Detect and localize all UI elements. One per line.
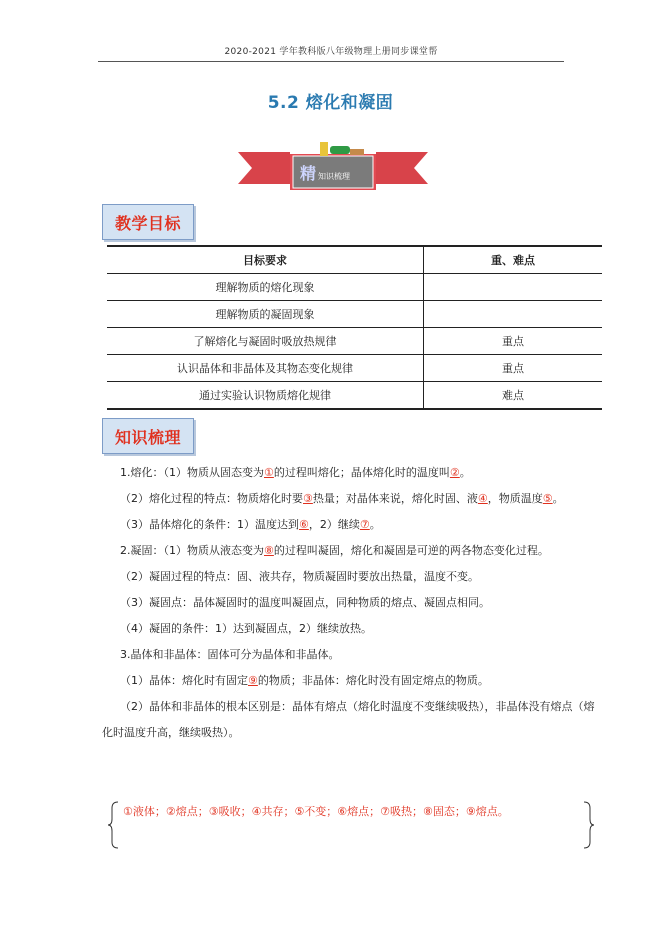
table-cell: 了解熔化与凝固时吸放热规律 bbox=[107, 328, 424, 355]
table-cell: 认识晶体和非晶体及其物态变化规律 bbox=[107, 355, 424, 382]
table-cell: 重点 bbox=[424, 328, 603, 355]
paragraph-solidification-conditions: （4）凝固的条件：1）达到凝固点，2）继续放热。 bbox=[120, 622, 372, 635]
table-cell: 重点 bbox=[424, 355, 603, 382]
table-cell bbox=[424, 301, 603, 328]
text-span: 。 bbox=[369, 518, 381, 531]
text-span: 1.熔化：（1）物质从固态变为 bbox=[120, 466, 264, 479]
text-span: ，物质温度 bbox=[487, 492, 543, 505]
paragraph-solidification bbox=[102, 538, 597, 564]
paragraph-crystal-definition bbox=[102, 668, 597, 694]
blank-marker: ② bbox=[449, 466, 460, 479]
banner-char: 精 bbox=[300, 164, 317, 183]
text-span: （2）熔化过程的特点：物质熔化时要 bbox=[120, 492, 303, 505]
table-row bbox=[107, 355, 602, 382]
table-header-cell: 目标要求 bbox=[107, 246, 424, 274]
text-span: （1）晶体：熔化时有固定 bbox=[120, 674, 248, 687]
knowledge-banner bbox=[238, 140, 428, 196]
table-header-row bbox=[107, 246, 602, 274]
section-heading-knowledge: 知识梳理 bbox=[102, 418, 194, 454]
blank-marker: ⑨ bbox=[248, 674, 258, 687]
blank-marker: ⑧ bbox=[264, 544, 274, 557]
banner-label: 知识梳理 bbox=[318, 172, 350, 181]
paragraph-crystal-heading: 3.晶体和非晶体：固体可分为晶体和非晶体。 bbox=[120, 648, 340, 661]
paragraph-solidification-process: （2）凝固过程的特点：固、液共存，物质凝固时要放出热量，温度不变。 bbox=[120, 570, 479, 583]
table-cell: 通过实验认识物质熔化规律 bbox=[107, 382, 424, 410]
text-span: （3）晶体熔化的条件：1）温度达到 bbox=[120, 518, 299, 531]
text-span: ，2）继续 bbox=[308, 518, 360, 531]
table-row bbox=[107, 328, 602, 355]
blank-marker: ⑤ bbox=[542, 492, 553, 505]
table-row bbox=[107, 301, 602, 328]
header-divider bbox=[98, 61, 564, 62]
blank-marker: ⑥ bbox=[299, 518, 309, 531]
table-header-cell: 重、难点 bbox=[424, 246, 603, 274]
table-cell: 理解物质的熔化现象 bbox=[107, 274, 424, 301]
text-span: 热量；对晶体来说，熔化时固、液 bbox=[312, 492, 478, 505]
section-heading-goals: 教学目标 bbox=[102, 204, 194, 240]
goals-table bbox=[107, 245, 602, 410]
paragraph-melting bbox=[102, 460, 597, 486]
text-span: 。 bbox=[459, 466, 471, 479]
text-span: 的物质；非晶体：熔化时没有固定熔点的物质。 bbox=[257, 674, 489, 687]
table-row bbox=[107, 382, 602, 410]
blank-marker: ① bbox=[264, 466, 274, 479]
text-span: 的过程叫熔化；晶体熔化时的温度叫 bbox=[273, 466, 450, 479]
answer-text: ①液体；②熔点；③吸收；④共存；⑤不变；⑥熔点；⑦吸热；⑧固态；⑨熔点。 bbox=[123, 805, 509, 818]
blank-marker: ④ bbox=[477, 492, 488, 505]
knowledge-content bbox=[102, 460, 597, 746]
text-span: 的过程叫凝固，熔化和凝固是可逆的两各物态变化过程。 bbox=[273, 544, 549, 557]
paragraph-crystal-difference: （2）晶体和非晶体的根本区别是：晶体有熔点（熔化时温度不变继续吸热），非晶体没有熔点（熔化时温度升高，继续吸热）。 bbox=[102, 700, 595, 739]
text-span: 。 bbox=[552, 492, 564, 505]
banner-ribbon-icon bbox=[238, 140, 428, 196]
blank-marker: ③ bbox=[303, 492, 313, 505]
blank-marker: ⑦ bbox=[359, 518, 370, 531]
text-span: 2.凝固：（1）物质从液态变为 bbox=[120, 544, 264, 557]
table-cell bbox=[424, 274, 603, 301]
page-title: 5.2 熔化和凝固 bbox=[267, 93, 394, 113]
table-cell: 难点 bbox=[424, 382, 603, 410]
table-row bbox=[107, 274, 602, 301]
answer-box bbox=[108, 800, 594, 850]
paragraph-melting-conditions bbox=[102, 512, 597, 538]
paragraph-freezing-point: （3）凝固点：晶体凝固时的温度叫凝固点，同种物质的熔点、凝固点相同。 bbox=[120, 596, 490, 609]
table-cell: 理解物质的凝固现象 bbox=[107, 301, 424, 328]
paragraph-melting-process bbox=[102, 486, 597, 512]
page-header: 2020-2021 学年教科版八年级物理上册同步课堂帮 bbox=[224, 47, 438, 57]
